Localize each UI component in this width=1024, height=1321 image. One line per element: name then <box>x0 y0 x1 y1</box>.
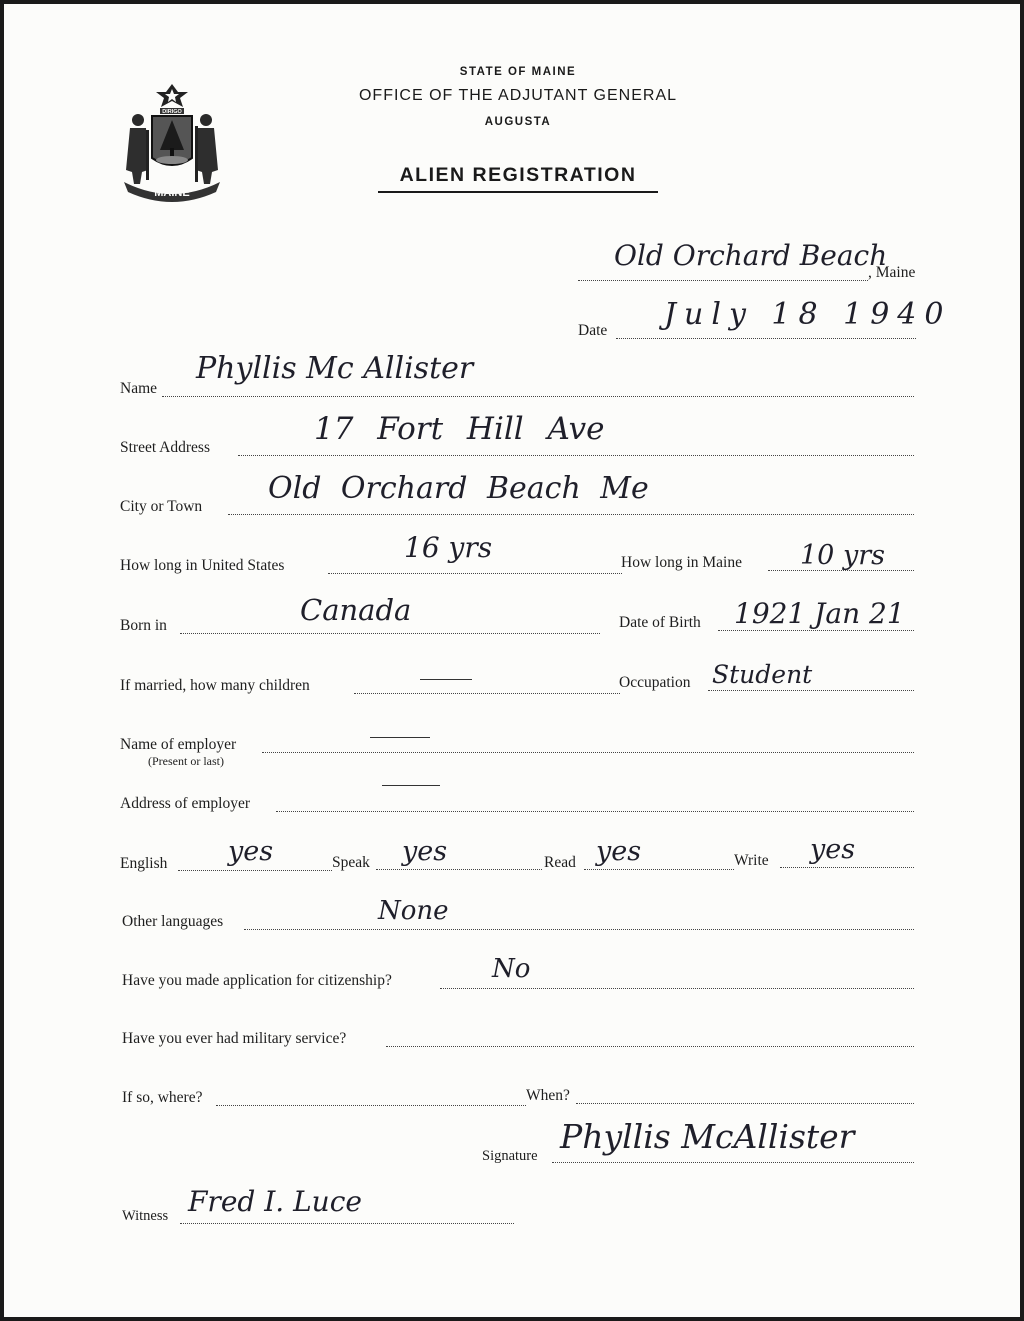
write-label: Write <box>734 852 769 869</box>
occupation-dots <box>708 690 914 691</box>
name-value: Phyllis Mc Allister <box>196 351 474 386</box>
maine-suffix: , Maine <box>868 264 916 281</box>
seal-text: MAINE <box>154 187 190 199</box>
occupation-label: Occupation <box>619 674 691 691</box>
form-title: ALIEN REGISTRATION <box>399 164 637 186</box>
citizenship-dots <box>440 988 914 989</box>
speak-value: yes <box>402 836 448 867</box>
how-long-us-label: How long in United States <box>120 557 285 574</box>
read-label: Read <box>544 854 576 871</box>
how-long-maine-label: How long in Maine <box>621 554 742 571</box>
when-label: When? <box>526 1087 570 1104</box>
english-label: English <box>120 855 168 872</box>
title-underline <box>378 191 658 193</box>
street-address-dots <box>238 455 914 456</box>
speak-label: Speak <box>332 854 370 871</box>
signature-value: Phyllis McAllister <box>560 1117 855 1156</box>
where-dots <box>216 1105 526 1106</box>
employer-address-blank-dash <box>382 785 440 786</box>
city-label: City or Town <box>120 498 203 515</box>
occupation-value: Student <box>712 660 813 689</box>
date-of-birth-label: Date of Birth <box>619 614 701 631</box>
name-dots <box>162 396 914 397</box>
born-in-dots <box>180 633 600 634</box>
other-languages-dots <box>244 929 914 930</box>
street-address-label: Street Address <box>120 439 210 456</box>
where-label: If so, where? <box>122 1089 203 1106</box>
date-label: Date <box>578 322 608 339</box>
state-seal <box>116 80 228 206</box>
employer-name-label: Name of employer <box>120 736 237 753</box>
how-long-us-dots <box>328 573 622 574</box>
header-office: OFFICE OF THE ADJUTANT GENERAL <box>358 87 678 104</box>
speak-dots <box>376 869 542 870</box>
form-page <box>4 4 1020 1317</box>
english-dots <box>178 870 332 871</box>
other-languages-label: Other languages <box>122 913 224 930</box>
write-value: yes <box>810 834 856 865</box>
children-label: If married, how many children <box>120 677 310 694</box>
children-blank-dash <box>420 679 472 680</box>
date-dots <box>616 338 916 339</box>
children-dots <box>354 693 620 694</box>
street-address-value: 17 Fort Hill Ave <box>314 411 605 447</box>
signature-dots <box>552 1162 914 1163</box>
seal-motto: DIRIGO <box>162 109 182 115</box>
town-value: Old Orchard Beach <box>614 239 888 272</box>
header-city: AUGUSTA <box>484 116 552 128</box>
born-in-value: Canada <box>300 593 412 627</box>
witness-label: Witness <box>122 1208 169 1224</box>
employer-name-sublabel: (Present or last) <box>148 754 224 768</box>
town-dots <box>578 280 868 281</box>
employer-address-dots <box>276 811 914 812</box>
other-languages-value: None <box>378 896 449 926</box>
seal-graphic <box>116 80 228 206</box>
write-dots <box>780 867 914 868</box>
born-in-label: Born in <box>120 617 167 634</box>
read-dots <box>584 869 734 870</box>
city-dots <box>228 514 914 515</box>
witness-value: Fred I. Luce <box>188 1185 362 1218</box>
citizenship-value: No <box>492 954 531 984</box>
english-value: yes <box>228 836 274 867</box>
date-value: July 18 1940 <box>664 297 952 332</box>
how-long-maine-value: 10 yrs <box>800 540 885 571</box>
employer-address-label: Address of employer <box>120 795 250 812</box>
military-label: Have you ever had military service? <box>122 1030 347 1047</box>
city-value: Old Orchard Beach Me <box>268 471 649 506</box>
how-long-us-value: 16 yrs <box>404 531 493 564</box>
date-of-birth-dots <box>718 630 914 631</box>
read-value: yes <box>596 836 642 867</box>
employer-name-dots <box>262 752 914 753</box>
witness-dots <box>180 1223 514 1224</box>
header-state: STATE OF MAINE <box>459 66 577 78</box>
date-of-birth-value: 1921 Jan 21 <box>734 597 905 630</box>
when-dots <box>576 1103 914 1104</box>
employer-name-blank-dash <box>370 737 430 738</box>
name-label: Name <box>120 380 158 397</box>
signature-label: Signature <box>482 1148 538 1164</box>
citizenship-label: Have you made application for citizenship? <box>122 972 392 989</box>
military-dots <box>386 1046 914 1047</box>
